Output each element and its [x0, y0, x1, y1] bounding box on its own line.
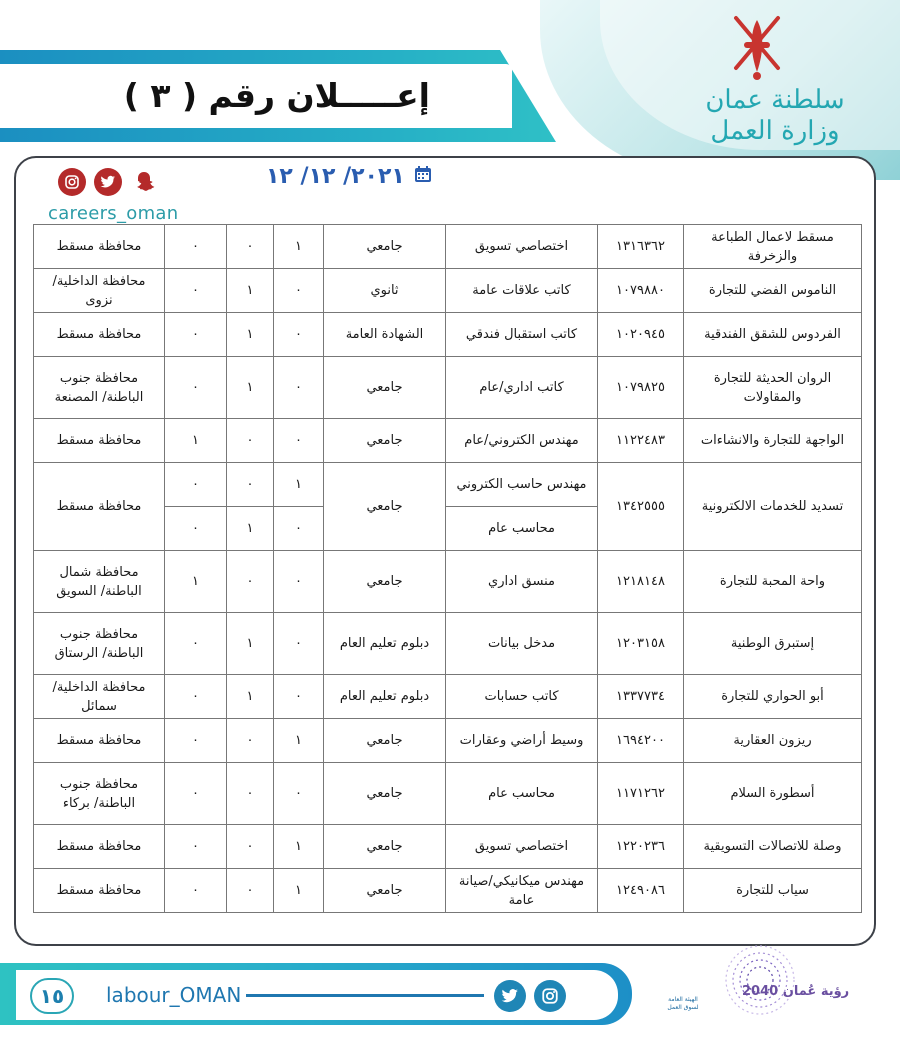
qualification-cell: ثانوي	[324, 269, 446, 313]
count-cell-2: ٠	[227, 719, 274, 763]
count-cell-2: ٠	[227, 463, 274, 507]
count-cell-3: ٠	[165, 357, 227, 419]
location-cell: محافظة الداخلية/سمائل	[34, 675, 165, 719]
company-name-cell: الروان الحديثة للتجارة والمقاولات	[684, 357, 862, 419]
company-name-cell: وصلة للاتصالات التسويقية	[684, 825, 862, 869]
count-cell-1: ١	[274, 463, 324, 507]
location-cell: محافظة مسقط	[34, 463, 165, 551]
job-title-cell: اختصاصي تسويق	[446, 825, 598, 869]
count-cell-2: ١	[227, 357, 274, 419]
count-cell-2: ٠	[227, 763, 274, 825]
count-cell-1: ١	[274, 869, 324, 913]
count-cell-1: ٠	[274, 551, 324, 613]
count-cell-3: ٠	[165, 719, 227, 763]
count-cell-3: ٠	[165, 869, 227, 913]
job-title-cell: كاتب اداري/عام	[446, 357, 598, 419]
qualification-cell: جامعي	[324, 419, 446, 463]
count-cell-3: ٠	[165, 613, 227, 675]
registration-number-cell: ١١٢٢٤٨٣	[598, 419, 684, 463]
qualification-cell: جامعي	[324, 719, 446, 763]
registration-number-cell: ١٢٤٩٠٨٦	[598, 869, 684, 913]
count-cell-1: ٠	[274, 675, 324, 719]
job-title-cell: كاتب علاقات عامة	[446, 269, 598, 313]
company-name-cell: الناموس الفضي للتجارة	[684, 269, 862, 313]
count-cell-3: ١	[165, 551, 227, 613]
job-title-cell: مدخل بيانات	[446, 613, 598, 675]
table-row	[34, 313, 862, 357]
twitter-icon[interactable]	[494, 980, 526, 1012]
company-name-cell: الواجهة للتجارة والانشاءات	[684, 419, 862, 463]
location-cell: محافظة الداخلية/نزوى	[34, 269, 165, 313]
registration-number-cell: ١٦٩٤٢٠٠	[598, 719, 684, 763]
announcement-date: ٢٠٢١/ ١٢/ ١٢	[266, 164, 405, 189]
qualification-cell: جامعي	[324, 551, 446, 613]
registration-number-cell: ١٠٢٠٩٤٥	[598, 313, 684, 357]
company-name-cell: مسقط لاعمال الطباعة والزخرفة	[684, 225, 862, 269]
social-icons-top	[58, 168, 158, 196]
table-row	[34, 419, 862, 463]
ministry-line2: وزارة العمل	[710, 116, 840, 146]
company-name-cell: سياب للتجارة	[684, 869, 862, 913]
count-cell-1: ٠	[274, 269, 324, 313]
location-cell: محافظة مسقط	[34, 419, 165, 463]
instagram-icon[interactable]	[58, 168, 86, 196]
count-cell-3: ٠	[165, 225, 227, 269]
job-title-cell: كاتب استقبال فندقي	[446, 313, 598, 357]
count-cell-2: ١	[227, 675, 274, 719]
count-cell-1: ٠	[274, 763, 324, 825]
location-cell: محافظة جنوب الباطنة/ الرستاق	[34, 613, 165, 675]
count-cell-1: ٠	[274, 613, 324, 675]
location-cell: محافظة مسقط	[34, 313, 165, 357]
count-cell-2: ٠	[227, 825, 274, 869]
count-cell-1: ٠	[274, 357, 324, 419]
count-cell-1: ٠	[274, 507, 324, 551]
qualification-cell: جامعي	[324, 463, 446, 551]
qualification-cell: جامعي	[324, 357, 446, 419]
location-cell: محافظة مسقط	[34, 225, 165, 269]
count-cell-1: ١	[274, 825, 324, 869]
location-cell: محافظة جنوب الباطنة/ بركاء	[34, 763, 165, 825]
count-cell-3: ١	[165, 419, 227, 463]
count-cell-2: ١	[227, 313, 274, 357]
count-cell-1: ٠	[274, 313, 324, 357]
company-name-cell: أبو الحواري للتجارة	[684, 675, 862, 719]
company-name-cell: واحة المحبة للتجارة	[684, 551, 862, 613]
count-cell-1: ١	[274, 225, 324, 269]
table-row	[34, 613, 862, 675]
registration-number-cell: ١٣٤٢٥٥٥	[598, 463, 684, 551]
table-row	[34, 551, 862, 613]
count-cell-3: ٠	[165, 313, 227, 357]
table-row	[34, 269, 862, 313]
location-cell: محافظة شمال الباطنة/ السويق	[34, 551, 165, 613]
qualification-cell: دبلوم تعليم العام	[324, 613, 446, 675]
count-cell-2: ١	[227, 507, 274, 551]
labour-handle[interactable]: labour_OMAN	[106, 983, 242, 1007]
table-row	[34, 869, 862, 913]
ministry-line1: سلطنة عمان	[705, 85, 845, 115]
job-title-cell: محاسب عام	[446, 763, 598, 825]
table-row	[34, 719, 862, 763]
snapchat-icon[interactable]	[130, 168, 158, 196]
location-cell: محافظة جنوب الباطنة/ المصنعة	[34, 357, 165, 419]
location-cell: محافظة مسقط	[34, 825, 165, 869]
qualification-cell: دبلوم تعليم العام	[324, 675, 446, 719]
footer-divider	[246, 994, 484, 997]
company-name-cell: أسطورة السلام	[684, 763, 862, 825]
job-title-cell: مهندس ميكانيكي/صيانة عامة	[446, 869, 598, 913]
ministry-logo-text	[690, 84, 860, 146]
count-cell-2: ١	[227, 269, 274, 313]
job-title-cell: اختصاصي تسويق	[446, 225, 598, 269]
count-cell-2: ١	[227, 613, 274, 675]
company-name-cell: الفردوس للشقق الفندقية	[684, 313, 862, 357]
table-row	[34, 463, 862, 507]
registration-number-cell: ١٣٣٧٧٣٤	[598, 675, 684, 719]
count-cell-3: ٠	[165, 825, 227, 869]
qualification-cell: جامعي	[324, 869, 446, 913]
registration-number-cell: ١١٧١٢٦٢	[598, 763, 684, 825]
qualification-cell: جامعي	[324, 225, 446, 269]
jobs-table	[33, 224, 862, 913]
table-row	[34, 763, 862, 825]
qualification-cell: جامعي	[324, 763, 446, 825]
announcement-title: إعـــــلان رقم ( ٣ )	[123, 76, 430, 115]
location-cell: محافظة مسقط	[34, 869, 165, 913]
count-cell-3: ٠	[165, 463, 227, 507]
registration-number-cell: ١٠٧٩٨٨٠	[598, 269, 684, 313]
count-cell-2: ٠	[227, 551, 274, 613]
company-name-cell: ريزون العقارية	[684, 719, 862, 763]
table-row	[34, 225, 862, 269]
count-cell-1: ١	[274, 719, 324, 763]
company-name-cell: إستبرق الوطنية	[684, 613, 862, 675]
table-row	[34, 825, 862, 869]
registration-number-cell: ١٣١٦٣٦٢	[598, 225, 684, 269]
company-name-cell: تسديد للخدمات الالكترونية	[684, 463, 862, 551]
count-cell-3: ٠	[165, 507, 227, 551]
job-title-cell: منسق اداري	[446, 551, 598, 613]
vision-2040-label: رؤية عُمان 2040	[742, 984, 850, 999]
count-cell-2: ٠	[227, 419, 274, 463]
qualification-cell: الشهادة العامة	[324, 313, 446, 357]
registration-number-cell: ١٢٢٠٢٣٦	[598, 825, 684, 869]
calendar-icon	[414, 165, 432, 183]
registration-number-cell: ١٢١٨١٤٨	[598, 551, 684, 613]
table-row	[34, 675, 862, 719]
count-cell-1: ٠	[274, 419, 324, 463]
page-number: ١٥	[30, 978, 74, 1014]
count-cell-2: ٠	[227, 869, 274, 913]
table-row	[34, 357, 862, 419]
job-title-cell: وسيط أراضي وعقارات	[446, 719, 598, 763]
job-title-cell: مهندس الكتروني/عام	[446, 419, 598, 463]
count-cell-3: ٠	[165, 763, 227, 825]
job-title-cell: مهندس حاسب الكتروني	[446, 463, 598, 507]
registration-number-cell: ١٢٠٣١٥٨	[598, 613, 684, 675]
twitter-icon[interactable]	[94, 168, 122, 196]
count-cell-2: ٠	[227, 225, 274, 269]
job-title-cell: محاسب عام	[446, 507, 598, 551]
careers-handle[interactable]: careers_oman	[48, 203, 179, 224]
labour-agency-logo-text: الهيئة العامة لسوق العمل	[667, 996, 699, 1011]
oman-emblem-icon	[728, 12, 786, 82]
count-cell-3: ٠	[165, 675, 227, 719]
job-title-cell: كاتب حسابات	[446, 675, 598, 719]
registration-number-cell: ١٠٧٩٨٢٥	[598, 357, 684, 419]
location-cell: محافظة مسقط	[34, 719, 165, 763]
count-cell-3: ٠	[165, 269, 227, 313]
instagram-icon[interactable]	[534, 980, 566, 1012]
qualification-cell: جامعي	[324, 825, 446, 869]
